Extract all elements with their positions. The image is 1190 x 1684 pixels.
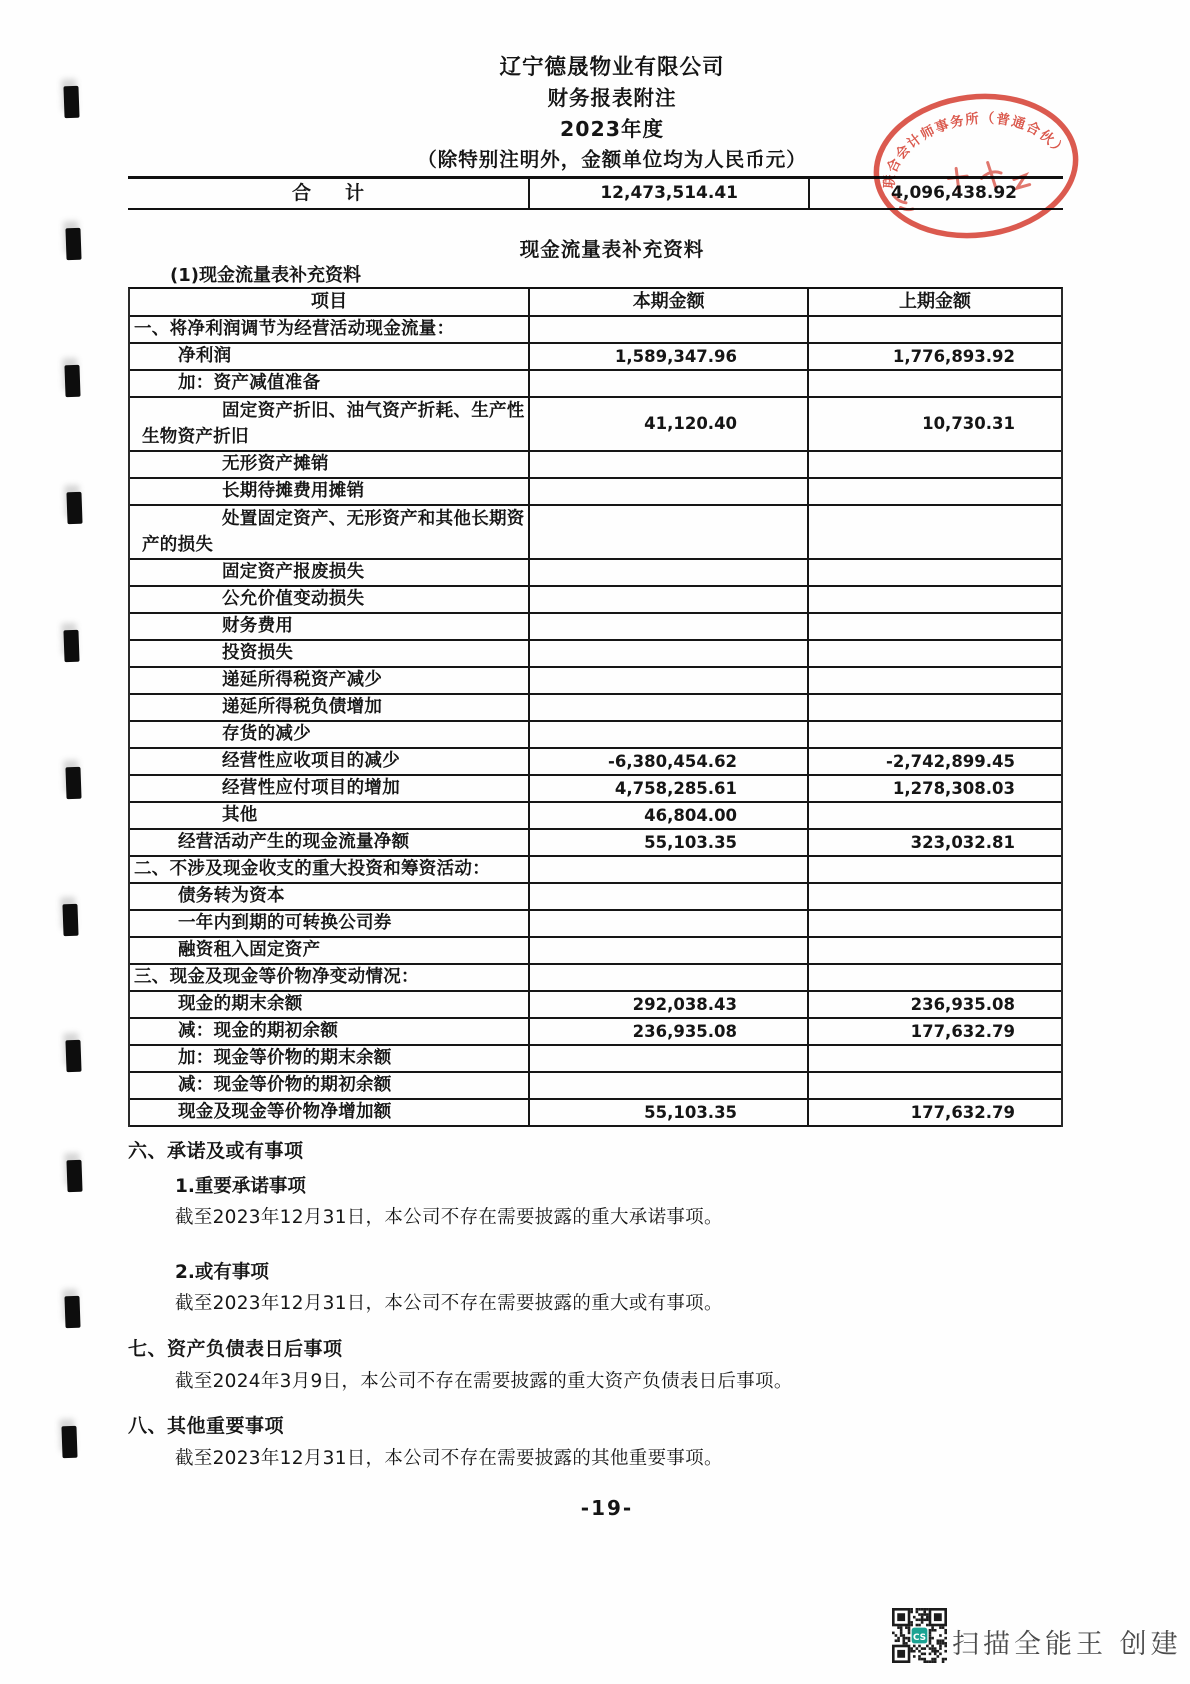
row-item-label: 减：现金的期初余额: [178, 1021, 339, 1041]
section-post-balance-events: [128, 1336, 1068, 1395]
table-row: [130, 506, 1061, 560]
row-item-label: 经营性应付项目的增加: [222, 778, 400, 798]
row-previous-amount: [807, 560, 1061, 585]
row-item-label: 无形资产摊销: [222, 454, 329, 474]
binder-hole-mark: [64, 1296, 80, 1329]
row-item-label: 一年内到期的可转换公司券: [178, 913, 392, 933]
subsection-text: 截至2023年12月31日，本公司不存在需要披露的重大或有事项。: [175, 1293, 723, 1314]
row-previous-amount: [807, 587, 1061, 612]
row-item-label: 投资损失: [222, 643, 294, 663]
row-previous-amount: [807, 641, 1061, 666]
table-row: [130, 749, 1061, 776]
row-item-label: 经营性应收项目的减少: [222, 751, 400, 771]
row-current-amount: 236,935.08: [528, 1019, 807, 1044]
row-current-amount: [528, 938, 807, 963]
table-row: [130, 938, 1061, 965]
column-header-item: 项目: [310, 291, 348, 312]
table-row: [130, 668, 1061, 695]
row-item-label: 现金的期末余额: [178, 994, 303, 1014]
document-header: [17, 52, 1190, 175]
row-previous-amount: [807, 452, 1061, 477]
table-row: [130, 614, 1061, 641]
row-previous-amount: 236,935.08: [807, 992, 1061, 1017]
table-header-row: [130, 289, 1061, 317]
table-row: [130, 695, 1061, 722]
table-row: [130, 641, 1061, 668]
binder-hole-mark: [63, 630, 79, 663]
table-row: [130, 1019, 1061, 1046]
row-previous-amount: 323,032.81: [807, 830, 1061, 855]
row-previous-amount: 10,730.31: [807, 398, 1061, 450]
row-current-amount: 1,589,347.96: [528, 344, 807, 369]
row-previous-amount: [807, 1046, 1061, 1071]
row-previous-amount: -2,742,899.45: [807, 749, 1061, 774]
total-label: 合计: [291, 182, 398, 204]
total-row: [128, 176, 1063, 210]
binder-hole-mark: [65, 1040, 81, 1073]
table-row: [130, 560, 1061, 587]
row-current-amount: 46,804.00: [528, 803, 807, 828]
document-title: 财务报表附注: [547, 86, 677, 110]
row-current-amount: [528, 452, 807, 477]
row-previous-amount: [807, 965, 1061, 990]
row-item-label: 二、不涉及现金收支的重大投资和筹资活动：: [134, 859, 490, 879]
table-row: [130, 776, 1061, 803]
stamp-arc-text: 联合会计师事务所（普通合伙）: [881, 110, 1069, 190]
binder-hole-mark: [64, 365, 80, 398]
row-item-label: 递延所得税资产减少: [222, 670, 383, 690]
row-item-label: 加：资产减值准备: [178, 373, 321, 393]
total-current-amount: 12,473,514.41: [528, 179, 808, 208]
column-header-previous: 上期金额: [807, 289, 1061, 315]
row-current-amount: [528, 479, 807, 504]
subsection-heading: 1.重要承诺事项: [175, 1176, 306, 1197]
binder-hole-mark: [62, 904, 78, 937]
table-row: [130, 857, 1061, 884]
row-item-label: 一、将净利润调节为经营活动现金流量：: [134, 319, 455, 339]
table-row: [130, 803, 1061, 830]
table-row: [130, 317, 1061, 344]
row-current-amount: 4,758,285.61: [528, 776, 807, 801]
row-item-label: 三、现金及现金等价物净变动情况：: [134, 967, 419, 987]
row-previous-amount: [807, 722, 1061, 747]
table-row: [130, 911, 1061, 938]
row-previous-amount: [807, 803, 1061, 828]
row-current-amount: [528, 317, 807, 342]
row-current-amount: [528, 965, 807, 990]
row-item-label: 处置固定资产、无形资产和其他长期资产的损失: [142, 509, 525, 555]
row-previous-amount: [807, 668, 1061, 693]
company-name: 辽宁德晟物业有限公司: [499, 55, 725, 80]
row-current-amount: [528, 641, 807, 666]
page-number: -19-: [580, 1496, 634, 1520]
row-current-amount: [528, 1073, 807, 1098]
row-previous-amount: [807, 695, 1061, 720]
row-item-label: 长期待摊费用摊销: [222, 481, 365, 501]
row-item-label: 债务转为资本: [178, 886, 285, 906]
row-previous-amount: [807, 371, 1061, 396]
section-heading: 六、承诺及或有事项: [128, 1140, 304, 1162]
table-row: [130, 1100, 1061, 1127]
row-current-amount: 292,038.43: [528, 992, 807, 1017]
row-item-label: 加：现金等价物的期末余额: [178, 1048, 392, 1068]
binder-hole-mark: [65, 228, 81, 261]
row-current-amount: [528, 614, 807, 639]
subsection-heading: 2.或有事项: [175, 1262, 269, 1283]
table-row: [130, 884, 1061, 911]
row-current-amount: [528, 911, 807, 936]
row-item-label: 经营活动产生的现金流量净额: [178, 832, 410, 852]
row-item-label: 减：现金等价物的期初余额: [178, 1075, 392, 1095]
scanner-app-caption: 扫描全能王 创建: [952, 1629, 1182, 1660]
table-row: [130, 1046, 1061, 1073]
row-previous-amount: 177,632.79: [807, 1100, 1061, 1125]
row-previous-amount: 1,776,893.92: [807, 344, 1061, 369]
svg-text:CS: CS: [912, 1632, 927, 1643]
binder-hole-mark: [65, 767, 81, 800]
subsection-text: 截至2023年12月31日，本公司不存在需要披露的重大承诺事项。: [175, 1207, 723, 1228]
section-text: 截至2023年12月31日，本公司不存在需要披露的其他重要事项。: [175, 1448, 723, 1469]
table-row: [130, 830, 1061, 857]
row-previous-amount: [807, 317, 1061, 342]
row-item-label: 存货的减少: [222, 724, 311, 744]
binder-hole-mark: [66, 1160, 82, 1193]
table-row: [130, 992, 1061, 1019]
cash-flow-supplement-table: [128, 287, 1063, 1127]
row-item-label: 递延所得税负债增加: [222, 697, 383, 717]
table-row: [130, 398, 1061, 452]
currency-note: （除特别注明外，金额单位均为人民币元）: [417, 148, 807, 171]
binder-hole-mark: [63, 86, 79, 119]
row-current-amount: [528, 587, 807, 612]
row-item-label: 其他: [222, 805, 258, 825]
row-previous-amount: [807, 506, 1061, 558]
qr-code: [892, 1608, 947, 1663]
table-row: [130, 479, 1061, 506]
row-current-amount: [528, 1046, 807, 1071]
binder-hole-mark: [66, 492, 82, 525]
table-row: [130, 965, 1061, 992]
row-current-amount: 55,103.35: [528, 830, 807, 855]
table-row: [130, 587, 1061, 614]
section-text: 截至2024年3月9日，本公司不存在需要披露的重大资产负债表日后事项。: [175, 1371, 793, 1392]
column-header-current: 本期金额: [528, 289, 807, 315]
total-previous-amount: 4,096,438.92: [808, 179, 1063, 208]
row-previous-amount: [807, 938, 1061, 963]
row-previous-amount: [807, 479, 1061, 504]
row-current-amount: [528, 668, 807, 693]
table-row: [130, 722, 1061, 749]
table-row: [130, 1073, 1061, 1100]
row-current-amount: -6,380,454.62: [528, 749, 807, 774]
row-current-amount: 41,120.40: [528, 398, 807, 450]
row-current-amount: [528, 722, 807, 747]
row-previous-amount: [807, 1073, 1061, 1098]
row-item-label: 财务费用: [222, 616, 294, 636]
row-previous-amount: 1,278,308.03: [807, 776, 1061, 801]
table-row: [130, 452, 1061, 479]
row-current-amount: 55,103.35: [528, 1100, 807, 1125]
table-row: [130, 344, 1061, 371]
row-previous-amount: [807, 911, 1061, 936]
supplement-heading: 现金流量表补充资料: [519, 238, 705, 261]
table-row: [130, 371, 1061, 398]
row-previous-amount: [807, 884, 1061, 909]
section-heading: 八、其他重要事项: [128, 1415, 285, 1437]
section-heading: 七、资产负债表日后事项: [128, 1338, 343, 1360]
row-item-label: 现金及现金等价物净增加额: [178, 1102, 392, 1122]
section-other-important-matters: [128, 1413, 1068, 1472]
row-item-label: 公允价值变动损失: [222, 589, 365, 609]
row-previous-amount: 177,632.79: [807, 1019, 1061, 1044]
row-item-label: 融资租入固定资产: [178, 940, 321, 960]
row-current-amount: [528, 506, 807, 558]
row-previous-amount: [807, 857, 1061, 882]
row-current-amount: [528, 884, 807, 909]
row-previous-amount: [807, 614, 1061, 639]
section-commitments: [128, 1138, 1068, 1317]
row-item-label: 固定资产折旧、油气资产折耗、生产性生物资产折旧: [142, 401, 525, 447]
binder-hole-mark: [61, 1426, 77, 1459]
fiscal-period: 2023年度: [559, 117, 665, 141]
row-current-amount: [528, 560, 807, 585]
row-current-amount: [528, 371, 807, 396]
row-item-label: 固定资产报废损失: [222, 562, 365, 582]
supplement-table-body: [130, 317, 1061, 1127]
supplement-subheading: (1)现金流量表补充资料: [170, 265, 361, 286]
row-current-amount: [528, 857, 807, 882]
row-current-amount: [528, 695, 807, 720]
row-item-label: 净利润: [178, 346, 232, 366]
